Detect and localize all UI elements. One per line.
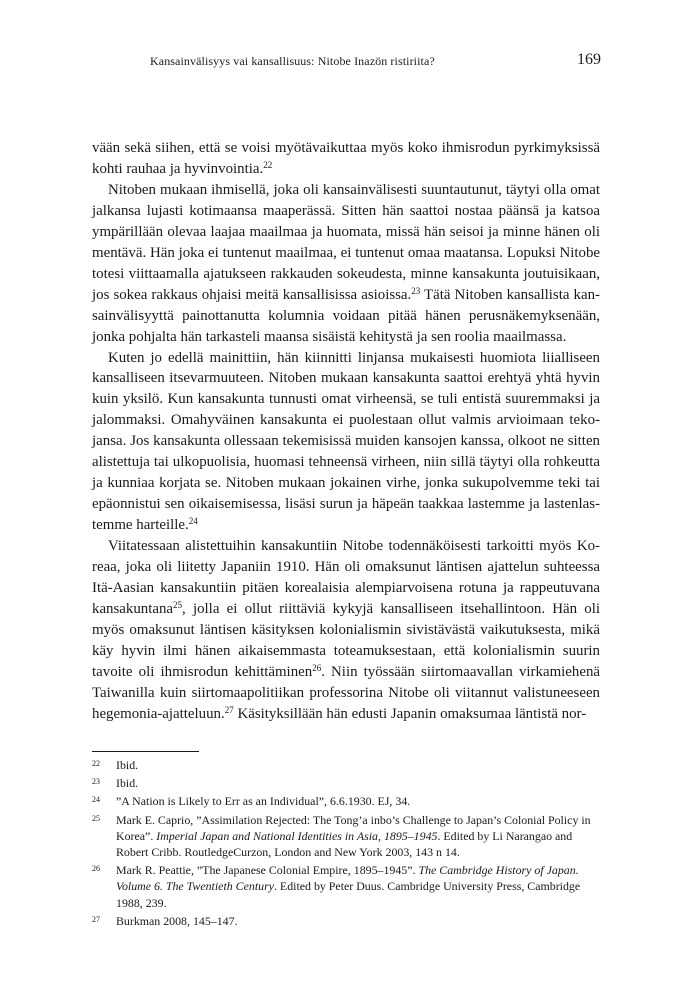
footnote-reference: 25 — [173, 599, 183, 610]
footnote-number: 27 — [92, 914, 100, 924]
footnote — [92, 862, 600, 911]
footnote-reference: 22 — [263, 159, 273, 170]
body-paragraph — [92, 180, 600, 348]
footnote-reference: 23 — [411, 285, 421, 296]
text-run: Mark R. Peattie, ”The Japanese Colonial Empire, 1895–1945”. — [116, 863, 419, 878]
text-run: Mark E. Caprio, ”Assimilation Rejected: The Tong’a inbo’s Challenge to Japan’s Colonial Policy in Korea”. — [116, 812, 591, 843]
footnote-number: 23 — [92, 777, 100, 787]
text-run: Ibid. — [116, 776, 139, 791]
body-paragraph — [92, 536, 600, 725]
footnotes — [92, 757, 600, 931]
text-run: Ibid. — [116, 758, 139, 772]
text-run: Viitatessaan alistettuihin kansakuntiin Nitobe todennäköisesti tarkoitti myös Koreaa, joka oli liitetty Japaniin 1910. Hän oli omaksunut läntisen ajattelun suhteessa Itä-Aasian kansakuntiin pitäen korealaisia alempiarvoisena rotuna ja rappeutuvana kansakuntana — [92, 538, 600, 617]
text-run: . Edited by Peter Duus. Cambridge University Press, Cambridge 1988, 239. — [116, 879, 581, 910]
text-run: . Niin työssään siirtomaavallan virkamiehenä Taiwanilla kuin siirtomaapolitiikan professorina Nitobe oli viitannut valistuneeseen hegemonia-ajatteluun. — [92, 663, 601, 722]
text-run: Kuten jo edellä mainittiin, hän kiinnitti linjansa mukaisesti huomiota liialliseen kansalliseen itsevarmuuteen. Nitoben mukaan kansakunta saattoi erehtyä yhtä hyvin kuin yksilö. Kun kansakunta tunnusti omat virheensä, se tuli entistä suuremmaksi ja jalommaksi. Omahyväinen kansakunta ei puolestaan ollut valmis arvioimaan tekojansa. Jos kansakunta ollessaan tekemisissä muiden kansojen kanssa, olkoot ne sitten alistettuja tai ulkopuolisia, huomasi tehneensä virheen, niin sillä täytyi olla rohkeutta ja kunniaa korjata se. Nitoben mukaan jokainen virhe, jonka sukupolvemme teki tai epäonnistui sen oikaisemisessa, lisäsi surun ja häpeän taakkaa lastemme ja lastenlastemme harteille. — [92, 349, 600, 534]
text-run: vään sekä siihen, että se voisi myötävaikuttaa myös koko ihmisrodun pyrkimyksissä kohti rauhaa ja hyvinvointia. — [92, 140, 600, 177]
footnote-reference: 26 — [312, 662, 322, 673]
footnote — [92, 793, 600, 809]
footnote — [92, 913, 600, 929]
footnote-number: 22 — [92, 759, 100, 768]
footnote — [92, 775, 600, 791]
text-run: Burkman 2008, 145–147. — [116, 913, 238, 928]
italic-title: The Cambridge History of Japan. Volume 6. The Twentieth Century — [116, 863, 579, 894]
text-run: Tätä Nitoben kansallista kansainvälisyyttä painottanutta kolumnia voidaan pitää hänen perusnäkemyksenään, jonka pohjalta hän tarkasteli maansa sisäistä kehitystä ja sen roolia maailmassa. — [92, 286, 600, 345]
text-run: . Edited by Li Narangao and Robert Cribb. RoutledgeCurzon, London and New York 2003, 143 n 14. — [116, 828, 573, 860]
footnote-number: 25 — [92, 813, 100, 823]
footnote-number: 26 — [92, 864, 100, 874]
footnote-reference: 24 — [188, 516, 198, 527]
body-paragraph — [92, 348, 600, 537]
text-run: ”A Nation is Likely to Err as an Individual”, 6.6.1930. EJ, 34. — [116, 794, 411, 809]
body-text — [92, 138, 600, 725]
text-run: Käsityksillään hän edusti Japanin omaksumaa läntistä nor- — [233, 705, 587, 722]
italic-title: Imperial Japan and National Identities in Asia, 1895–1945 — [156, 828, 438, 843]
text-run: Nitoben mukaan ihmisellä, joka oli kansainvälisesti suuntautunut, täytyi olla omat jalkansa lujasti kotimaansa maaperässä. Sitten hän saattoi nostaa päänsä ja katsoa ympärillään olevaa laajaa maailmaa ja huomata, missä hän seisoi ja minne hänen oli mentävä. Hän joka ei tuntenut maailmaa, ei tuntenut omaa maatansa. Lopuksi Nitobe totesi viittaamalla ajatukseen rakkauden sokeudesta, minne kansakunta joutuisikaan, jos sokea rakkaus ohjaisi meitä kansallisissa asioissa. — [92, 181, 600, 303]
footnote-reference: 27 — [224, 704, 234, 715]
footnote-rule — [92, 751, 199, 752]
running-head: Kansainvälisyys vai kansallisuus: Nitobe Inazön ristiriita? — [150, 54, 435, 68]
page-number: 169 — [577, 51, 601, 68]
footnote — [92, 757, 600, 773]
footnote-number: 24 — [92, 795, 100, 805]
body-paragraph — [92, 138, 600, 180]
footnote — [92, 812, 600, 861]
text-run: , jolla ei ollut riittäviä kykyjä kansalliseen itsehallintoon. Hän oli myös omaksunut läntisen käsityksen kolonialismin sivistävästä vaikutuksesta, mikä käy hyvin ilmi hänen aikaisemmasta toteamuksestaan, että kolonialismin suurin tavoite oli ihmisrodun kehittäminen — [92, 600, 600, 680]
